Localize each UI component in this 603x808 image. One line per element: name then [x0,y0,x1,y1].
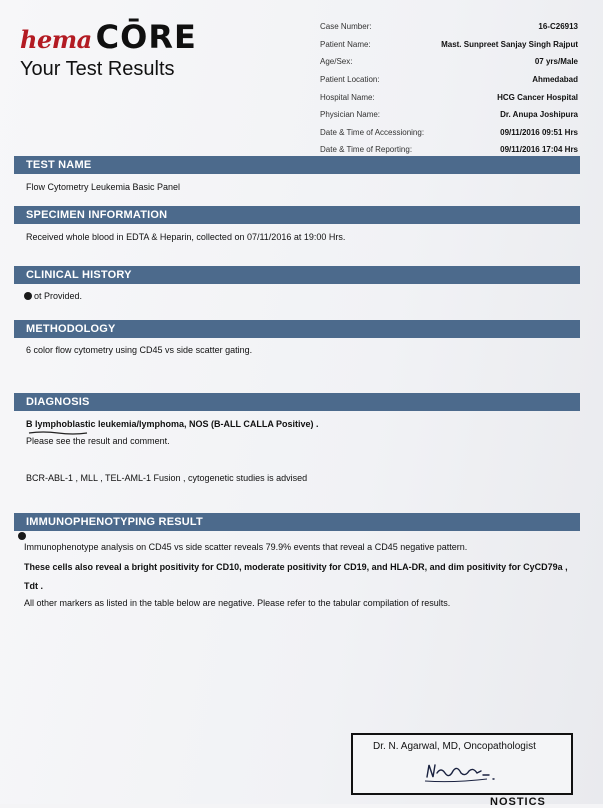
diagnosis-primary: B lymphoblastic leukemia/lymphoma, NOS (B-ALL CALLA Positive) . [26,419,319,429]
info-value: HCG Cancer Hospital [497,92,578,102]
info-value: 07 yrs/Male [534,57,578,67]
info-row-accessioning [320,124,578,142]
info-label: Patient Location: [320,75,380,85]
ink-blot-icon [18,532,26,540]
info-row-case-number [320,18,578,36]
info-value: 09/11/2016 17:04 Hrs [500,145,578,155]
info-label: Case Number: [320,22,372,32]
handwritten-signature [423,757,503,785]
specimen-text: Received whole blood in EDTA & Heparin, collected on 07/11/2016 at 19:00 Hrs. [26,232,346,242]
hemacore-logo [20,18,197,56]
info-value: 16-C26913 [538,22,578,32]
immuno-para3: All other markers as listed in the table below are negative. Please refer to the tabular compilation of results. [24,598,451,608]
info-row-hospital [320,88,578,106]
info-value: 09/11/2016 09:51 Hrs [500,127,578,137]
info-label: Age/Sex: [320,57,353,67]
section-header-methodology: METHODOLOGY [14,320,580,338]
info-label: Date & Time of Reporting: [320,145,413,155]
test-name-text: Flow Cytometry Leukemia Basic Panel [26,182,181,192]
footer-brand-text: NOSTICS [490,796,546,808]
section-header-diagnosis: DIAGNOSIS [14,393,580,411]
immuno-para1: Immunophenotype analysis on CD45 vs side scatter reveals 79.9% events that reveal a CD45 negative pattern. [24,542,468,552]
diagnosis-comment: Please see the result and comment. [26,436,170,446]
methodology-text: 6 color flow cytometry using CD45 vs side scatter gating. [26,345,253,355]
ink-blot-icon [24,292,32,300]
signature-box [351,733,573,795]
info-row-patient-name [320,36,578,54]
section-header-immunophenotyping: IMMUNOPHENOTYPING RESULT [14,513,580,531]
immuno-para2-cont: Tdt . [24,581,43,591]
section-header-specimen: SPECIMEN INFORMATION [14,206,580,224]
patient-info-panel [320,18,578,159]
info-label: Date & Time of Accessioning: [320,127,425,137]
logo-core-text: CŌRE [95,18,197,56]
info-value: Dr. Anupa Joshipura [500,110,578,120]
info-label: Physician Name: [320,110,381,120]
clinical-history-text: ot Provided. [34,291,83,301]
signatory-name: Dr. N. Agarwal, MD, Oncopathologist [373,741,536,752]
logo-hema-text: hema [20,25,92,54]
info-row-location [320,71,578,89]
diagnosis-underline-mark [28,431,88,435]
info-label: Patient Name: [320,39,371,49]
diagnosis-advice: BCR-ABL-1 , MLL , TEL-AML-1 Fusion , cytogenetic studies is advised [26,473,308,483]
info-row-physician [320,106,578,124]
info-value: Mast. Sunpreet Sanjay Singh Rajput [441,39,578,49]
section-header-clinical-history: CLINICAL HISTORY [14,266,580,284]
info-label: Hospital Name: [320,92,375,102]
immuno-para2: These cells also reveal a bright positivity for CD10, moderate positivity for CD19, and HLA-DR, and dim positivity for CyCD79a , [24,562,568,572]
section-header-test-name: TEST NAME [14,156,580,174]
report-title: Your Test Results [20,58,175,80]
info-value: Ahmedabad [532,75,578,85]
info-row-age-sex [320,53,578,71]
